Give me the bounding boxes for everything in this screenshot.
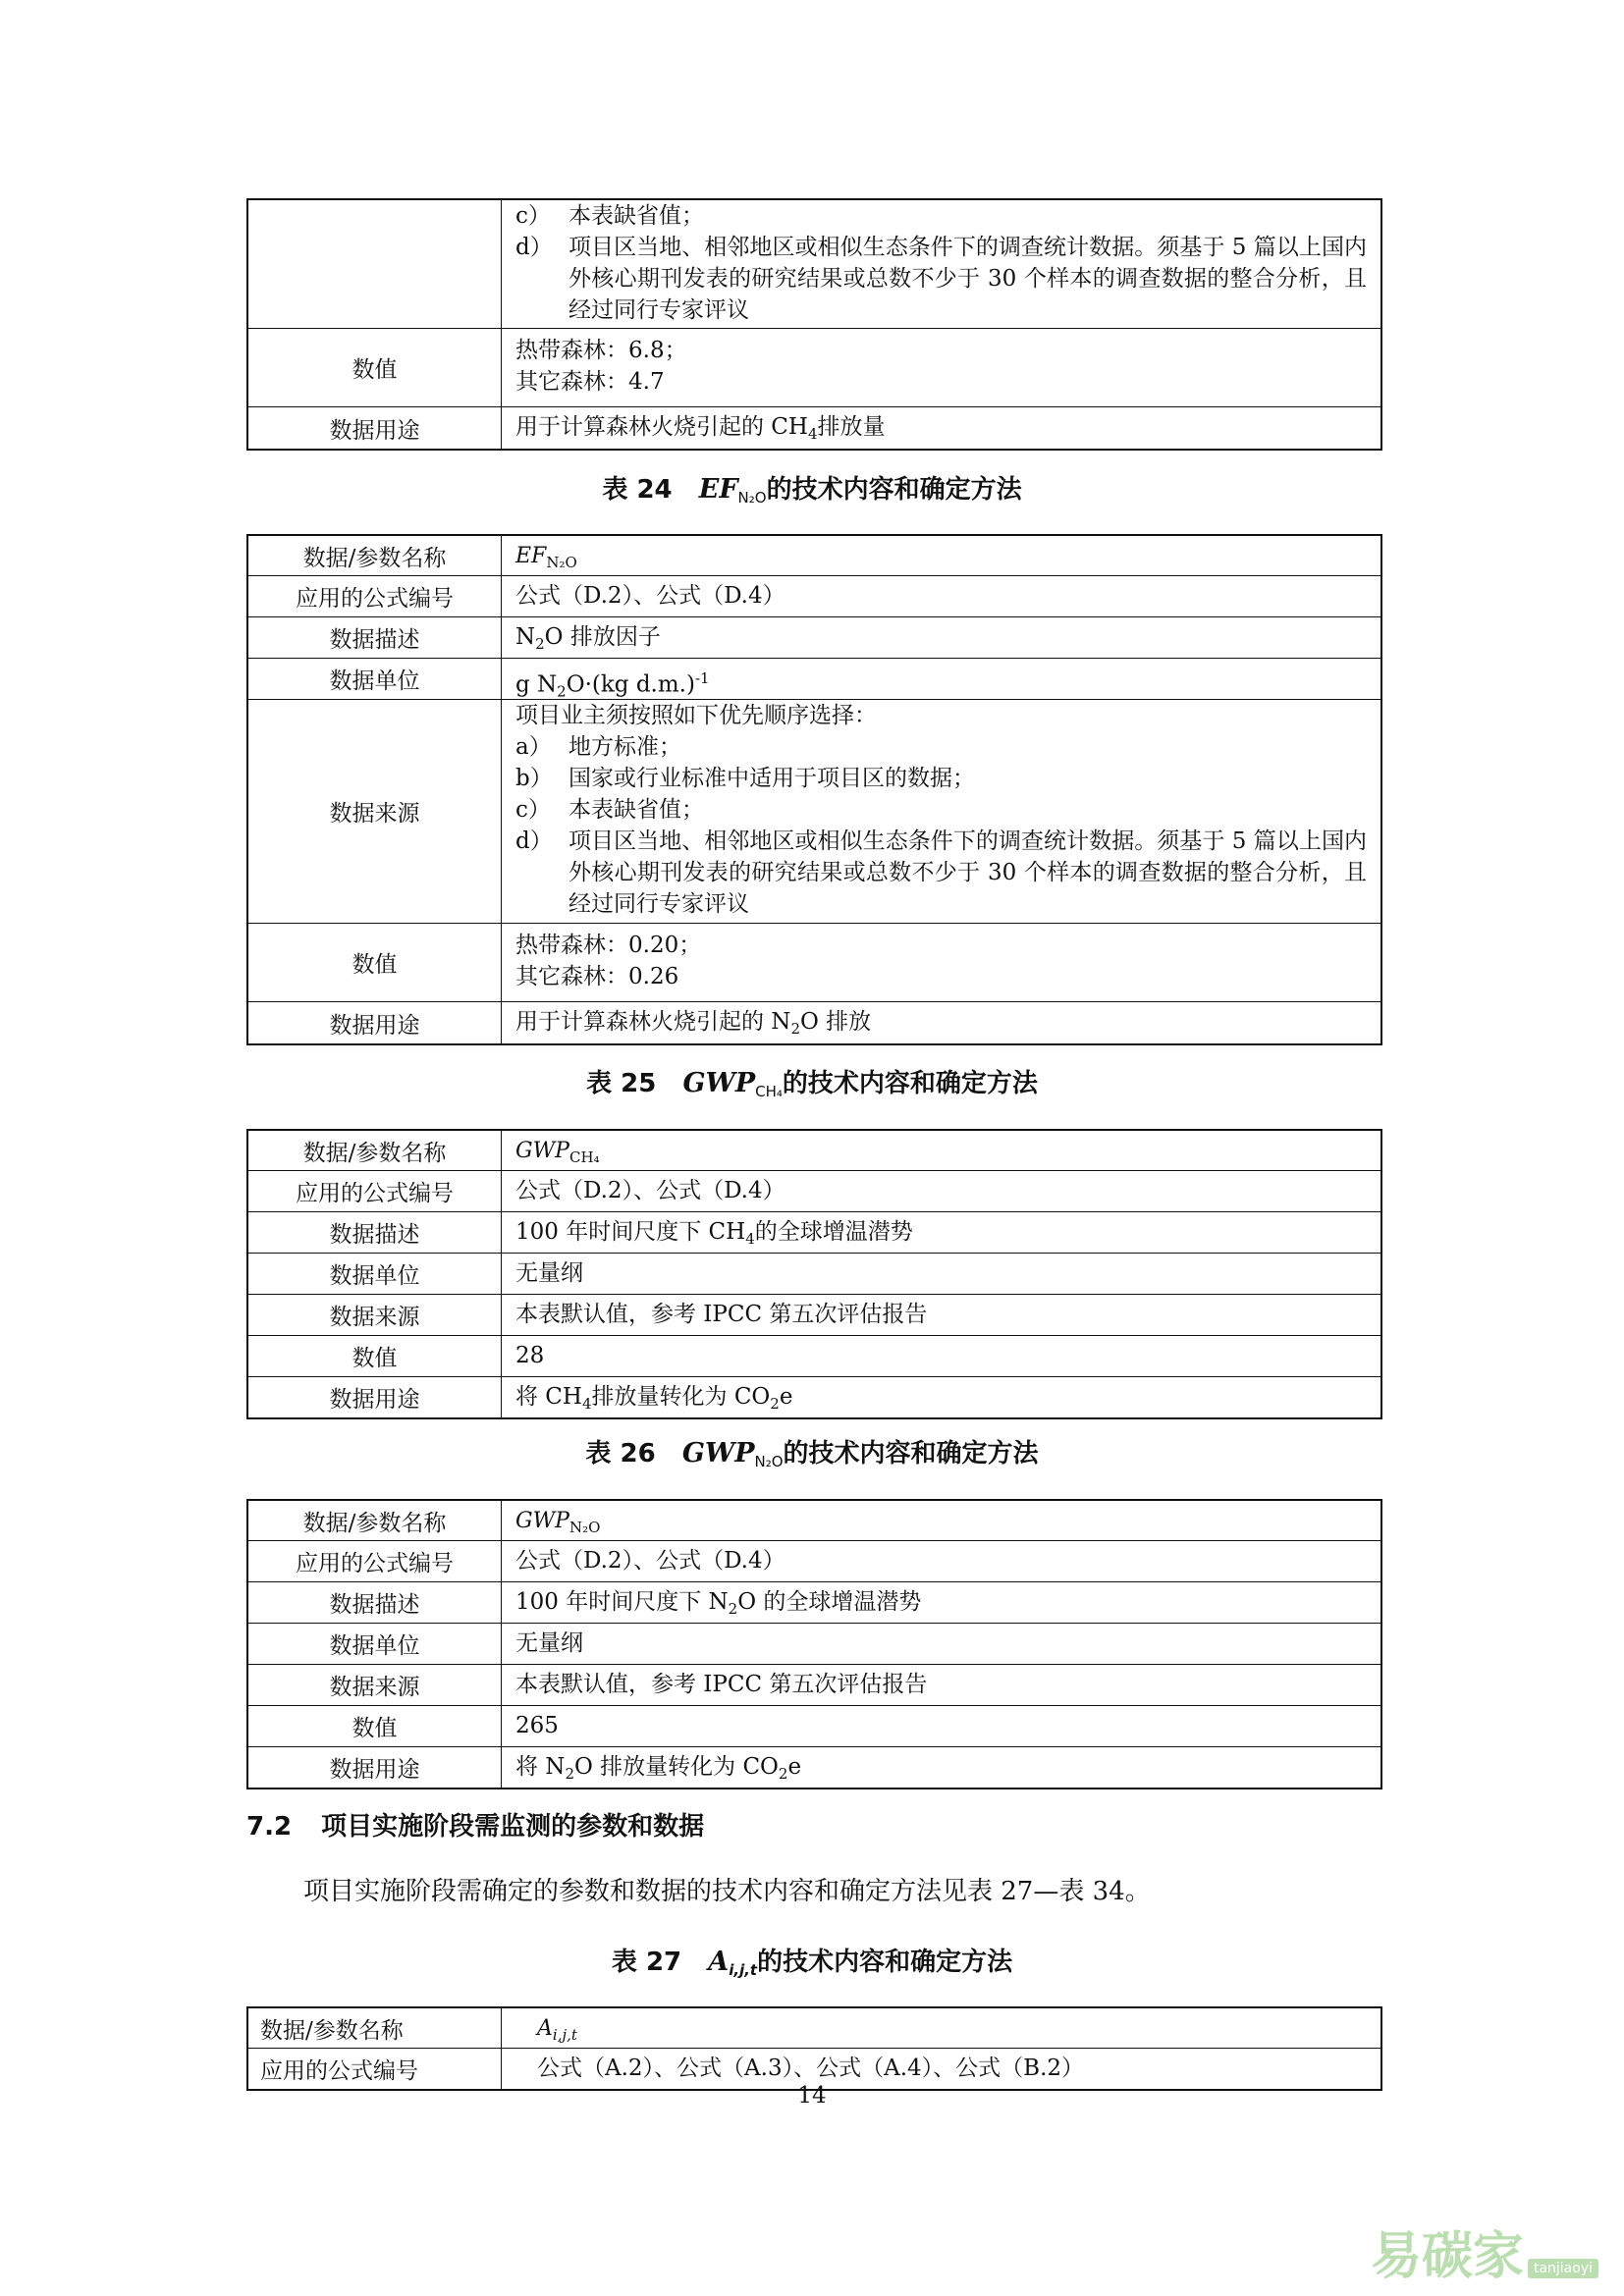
table-row: 应用的公式编号 公式（D.2）、公式（D.4） — [248, 1540, 1380, 1581]
table-26-caption: 表 26 $GWP_{N_2O}$的技术内容和确定方法 — [585, 1438, 1039, 1470]
empty-label-cell — [248, 200, 502, 328]
table-23-continued — [246, 198, 1382, 451]
table-row: 数据/参数名称 $GWP_{CH_4}$ — [248, 1131, 1380, 1170]
table-row: 数据描述 100 年时间尺度下 $CH_4$的全球增温潜势 — [248, 1211, 1380, 1253]
table-row: 数据用途 用于计算森林火烧引起的 $N_2O$ 排放 — [248, 1001, 1380, 1043]
table-row: 数值 28 — [248, 1335, 1380, 1376]
table-row: 数据/参数名称 $GWP_{N_2O}$ — [248, 1501, 1380, 1540]
section-heading: 7.2 项目实施阶段需监测的参数和数据 — [246, 1812, 705, 1842]
table-row: 数据单位 g $N_2O\cdot(kg$ d.m.)$^{-1}$ — [248, 658, 1380, 699]
table-row — [248, 406, 1380, 449]
value-label: 数值 — [248, 329, 502, 406]
source-cell — [502, 200, 1380, 328]
table-row: 数据来源 本表默认值，参考 IPCC 第五次评估报告 — [248, 1664, 1380, 1705]
use-label: 数据用途 — [248, 407, 502, 449]
value-cell: 热带森林：6.8； 其它森林：4.7 — [515, 338, 687, 395]
param-name-cell: $EF_{N_2O}$ — [515, 544, 577, 571]
table-row: 数据用途 将 $CH_4$排放量转化为 $CO_2e$ — [248, 1376, 1380, 1417]
page-number: 14 — [797, 2083, 827, 2109]
table-26 — [246, 1499, 1382, 1789]
table-row — [248, 328, 1380, 406]
use-cell: 用于计算森林火烧引起的 $CH_4$排放量 — [515, 414, 886, 443]
table-row: 数据描述 100 年时间尺度下 $N_2O$ 的全球增温潜势 — [248, 1581, 1380, 1623]
list-item: a） 地方标准； — [515, 734, 681, 760]
table-row: 数据用途 将 $N_2O$ 排放量转化为 $CO_2e$ — [248, 1746, 1380, 1788]
table-25 — [246, 1129, 1382, 1419]
table-24-caption: 表 24 $EF_{N_2O}$的技术内容和确定方法 — [602, 474, 1022, 507]
list-item: d） 项目区当地、相邻地区或相似生态条件下的调查统计数据。须基于 5 篇以上国内外核心期刊发表的研究结果或总数不少于 30 个样本的调查数据的整合分析，且经过同行专家评议 — [515, 235, 1367, 323]
table-row: 应用的公式编号 公式（D.2）、公式（D.4） — [248, 1170, 1380, 1211]
list-item: b） 国家或行业标准中适用于项目区的数据； — [515, 766, 975, 791]
list-item: c） 本表缺省值； — [515, 797, 704, 823]
table-row: 应用的公式编号 公式（A.2）、公式（A.3）、公式（A.4）、公式（B.2） — [248, 2048, 1380, 2089]
table-row: 数据/参数名称 $EF_{N_2O}$ — [248, 536, 1380, 575]
table-row: 数据/参数名称 $A_{i,j,t}$ — [248, 2008, 1380, 2048]
table-row: 数值 265 — [248, 1705, 1380, 1746]
table-row — [248, 200, 1380, 328]
table-row: 数据来源 本表默认值，参考 IPCC 第五次评估报告 — [248, 1294, 1380, 1335]
list-item: c） 本表缺省值； — [515, 203, 704, 229]
table-24 — [246, 534, 1382, 1045]
watermark-logo: 易碳家 tanjiaoyi — [1371, 2215, 1598, 2288]
table-row: 数据描述 $N_2O$ 排放因子 — [248, 616, 1380, 658]
table-27-caption: 表 27 $A_{i,j,t}$的技术内容和确定方法 — [611, 1947, 1013, 1979]
source-cell: 项目业主须按照如下优先顺序选择： a） 地方标准； b） 国家或行业标准中适用于项目区的数据； c） 本表缺省值； d） 项目区当地、相邻地区或相似生态条件下的调查统计数据。须基于 5 篇以上国内外核心期刊发表的研究结果或总数不少于 30 个样本的调查数据的整合分析，且经过同行专家评议 — [502, 700, 1380, 923]
table-row: 数据单位 无量纲 — [248, 1253, 1380, 1294]
table-25-caption: 表 25 $GWP_{CH_4}$的技术内容和确定方法 — [586, 1068, 1038, 1100]
table-row: 数据单位 无量纲 — [248, 1623, 1380, 1664]
table-row: 应用的公式编号 公式（D.2）、公式（D.4） — [248, 575, 1380, 616]
table-27 — [246, 2006, 1382, 2091]
body-paragraph: 项目实施阶段需确定的参数和数据的技术内容和确定方法见表 27—表 34。 — [303, 1877, 1151, 1906]
list-item: d） 项目区当地、相邻地区或相似生态条件下的调查统计数据。须基于 5 篇以上国内外核心期刊发表的研究结果或总数不少于 30 个样本的调查数据的整合分析，且经过同行专家评议 — [515, 828, 1367, 917]
table-row: 数值 热带森林：0.20； 其它森林：0.26 — [248, 923, 1380, 1001]
table-row: 数据来源 项目业主须按照如下优先顺序选择： a） 地方标准； b） 国家或行业标准中适用于项目区的数据； c） 本表缺省值； d） 项目区当地、相邻地区或相似生态条件下的调查统计数据。须基于 5 篇以上国内外核心期刊发表的研究结果或总数不少于 30 个样本的调查数据的整合分析，且经过同行专家评议 — [248, 699, 1380, 923]
